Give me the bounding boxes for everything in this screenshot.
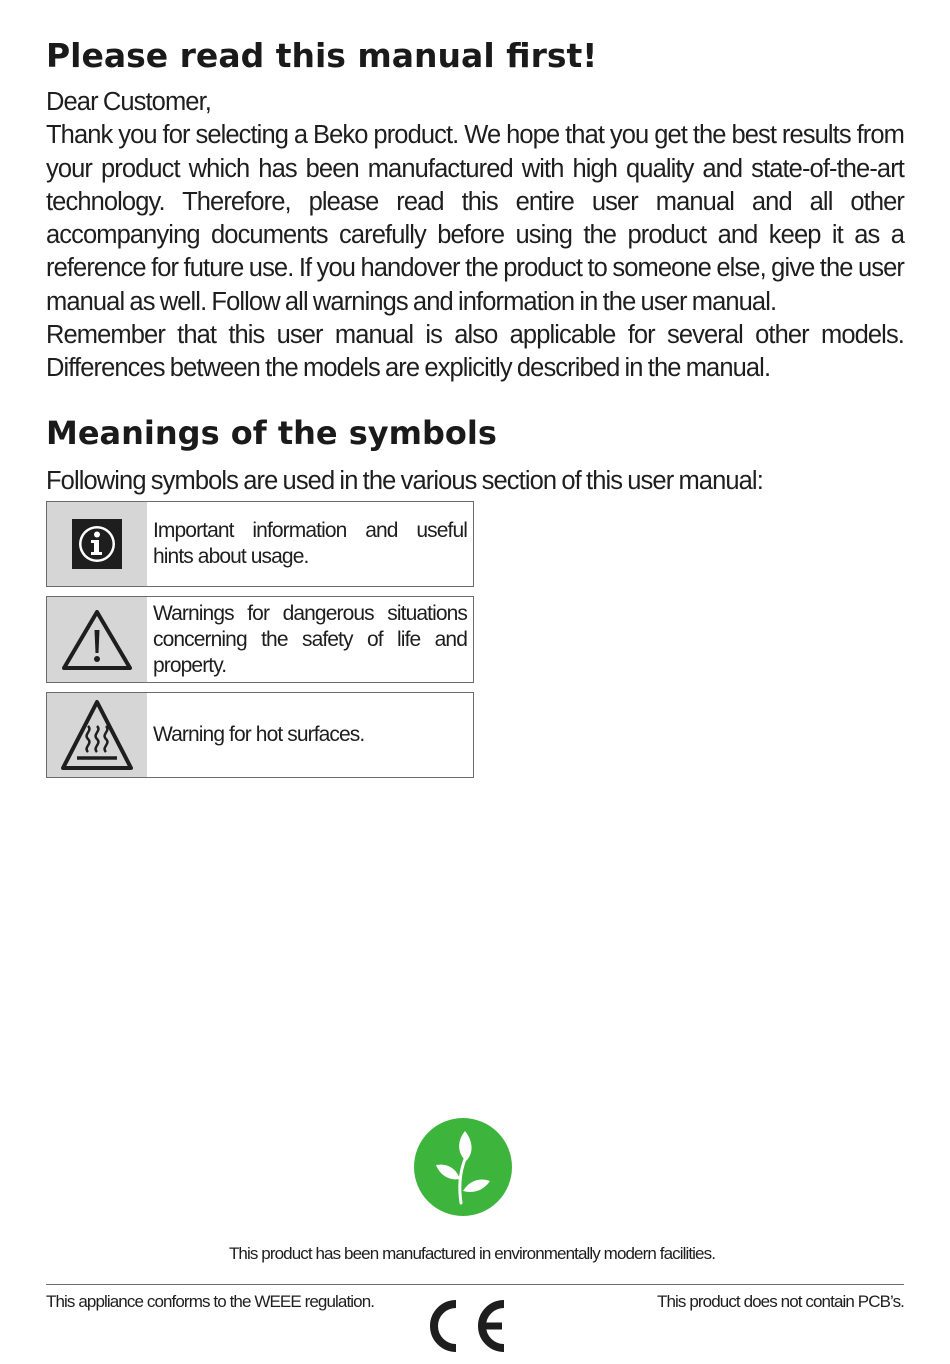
symbol-row-hot-surface <box>46 692 474 778</box>
page-title: Please read this manual first! <box>46 36 598 75</box>
warning-triangle-icon <box>60 608 134 672</box>
thank-you-paragraph: Thank you for selecting a Beko product. We hope that you get the best results from your product which has been manufactured with high quality and state-of-the-art technology. Therefore, please read this entire user manual and all other accompanying documents carefully before using the product and keep it as a reference for future use. If you handover the product to someone else, give the user manual as well. Follow all warnings and information in the user manual. <box>46 121 904 316</box>
symbol-icon-cell <box>47 693 147 777</box>
ce-mark-icon <box>418 1294 510 1356</box>
symbol-description: Warning for hot surfaces. <box>153 723 365 746</box>
symbol-text-hot-surface <box>147 693 473 777</box>
weee-statement: This appliance conforms to the WEEE regulation. <box>46 1292 375 1311</box>
symbols-heading: Meanings of the symbols <box>46 414 497 452</box>
greeting-paragraph: Dear Customer, <box>46 88 211 116</box>
symbol-row-warning <box>46 596 474 683</box>
info-icon <box>70 517 124 571</box>
intro-text <box>46 86 904 386</box>
footer-divider <box>46 1284 904 1285</box>
pcb-statement: This product does not contain PCB’s. <box>657 1292 904 1311</box>
models-paragraph: Remember that this user manual is also applicable for several other models. Differences between the models are explicitly described in the manual. <box>46 321 904 383</box>
symbol-description: Important information and useful hints about usage. <box>153 519 467 568</box>
environment-statement: This product has been manufactured in environmentally modern facilities. <box>228 1244 716 1263</box>
symbol-row-info <box>46 501 474 587</box>
symbol-text-warning <box>147 597 473 682</box>
symbol-icon-cell <box>47 597 147 682</box>
symbol-icon-cell <box>47 502 147 586</box>
symbol-description: Warnings for dangerous situations concerning the safety of life and property. <box>153 601 467 677</box>
eco-leaf-icon <box>413 1117 513 1217</box>
hot-surface-icon <box>59 698 135 772</box>
symbols-intro-text: Following symbols are used in the various section of this user manual: <box>46 467 763 495</box>
symbol-text-info <box>147 502 473 586</box>
